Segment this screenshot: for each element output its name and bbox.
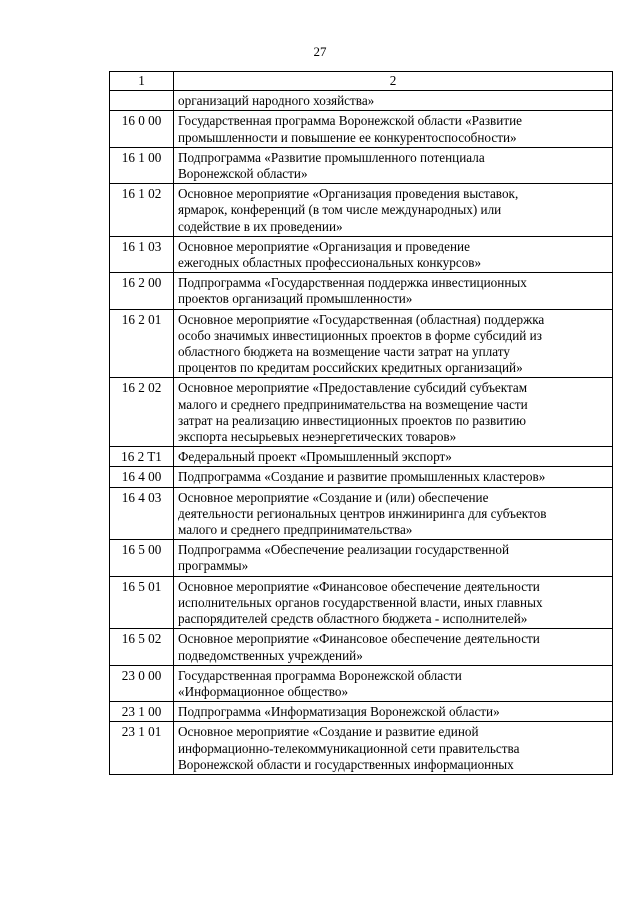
column-header-code: 1: [110, 72, 174, 91]
row-code: 16 4 03: [110, 487, 174, 540]
row-description: Основное мероприятие «Создание и (или) обеспечение деятельности региональных центров инжиниринга для субъектов малого и среднего предпринимательства»: [174, 487, 613, 540]
row-code: 16 1 00: [110, 147, 174, 183]
budget-classification-table: [109, 71, 613, 775]
row-code: 16 1 02: [110, 184, 174, 237]
table-header-row: [110, 72, 613, 91]
table-row: [110, 236, 613, 272]
row-code: 23 1 00: [110, 702, 174, 722]
row-description: Основное мероприятие «Государственная (областная) поддержка особо значимых инвестиционных проектов в форме субсидий из областного бюджета на возмещение части затрат на уплату процентов по кредитам российских кредитных организаций»: [174, 309, 613, 378]
row-description: Основное мероприятие «Организация проведения выставок, ярмарок, конференций (в том числе международных) или содействие в их проведении»: [174, 184, 613, 237]
page-number: 27: [313, 44, 327, 59]
table-row: [110, 447, 613, 467]
row-description: Подпрограмма «Государственная поддержка инвестиционных проектов организаций промышленности»: [174, 273, 613, 309]
row-code: 16 5 02: [110, 629, 174, 665]
table-row: [110, 576, 613, 629]
row-description: Подпрограмма «Создание и развитие промышленных кластеров»: [174, 467, 613, 487]
table-row: [110, 467, 613, 487]
row-description: Основное мероприятие «Организация и проведение ежегодных областных профессиональных конкурсов»: [174, 236, 613, 272]
row-description: Основное мероприятие «Финансовое обеспечение деятельности исполнительных органов государственной власти, иных главных распорядителей средств областного бюджета - исполнителей»: [174, 576, 613, 629]
table-row: [110, 629, 613, 665]
row-code: 23 0 00: [110, 665, 174, 701]
row-description: Основное мероприятие «Создание и развитие единой информационно-телекоммуникационной сети правительства Воронежской области и государственных информационных: [174, 722, 613, 775]
table-row: [110, 487, 613, 540]
row-code: 16 4 00: [110, 467, 174, 487]
row-description: Подпрограмма «Развитие промышленного потенциала Воронежской области»: [174, 147, 613, 183]
row-code: 16 0 00: [110, 111, 174, 147]
row-code: [110, 91, 174, 111]
row-code: 23 1 01: [110, 722, 174, 775]
table-row: [110, 722, 613, 775]
row-description: Основное мероприятие «Финансовое обеспечение деятельности подведомственных учреждений»: [174, 629, 613, 665]
table-row: [110, 702, 613, 722]
table-row: [110, 540, 613, 576]
row-code: 16 2 01: [110, 309, 174, 378]
row-code: 16 5 01: [110, 576, 174, 629]
table-row: [110, 665, 613, 701]
row-code: 16 5 00: [110, 540, 174, 576]
row-code: 16 2 T1: [110, 447, 174, 467]
row-description: Основное мероприятие «Предоставление субсидий субъектам малого и среднего предпринимательства на возмещение части затрат на реализацию инвестиционных проектов по развитию экспорта несырьевых неэнергетических товаров»: [174, 378, 613, 447]
table-row: [110, 184, 613, 237]
row-code: 16 2 02: [110, 378, 174, 447]
row-code: 16 1 03: [110, 236, 174, 272]
row-description: Государственная программа Воронежской области «Информационное общество»: [174, 665, 613, 701]
column-header-name: 2: [174, 72, 613, 91]
row-code: 16 2 00: [110, 273, 174, 309]
table-row: [110, 91, 613, 111]
table-row: [110, 147, 613, 183]
row-description: организаций народного хозяйства»: [174, 91, 613, 111]
table-row: [110, 309, 613, 378]
table-row: [110, 111, 613, 147]
row-description: Государственная программа Воронежской области «Развитие промышленности и повышение ее конкурентоспособности»: [174, 111, 613, 147]
table-row: [110, 378, 613, 447]
row-description: Федеральный проект «Промышленный экспорт»: [174, 447, 613, 467]
row-description: Подпрограмма «Обеспечение реализации государственной программы»: [174, 540, 613, 576]
row-description: Подпрограмма «Информатизация Воронежской области»: [174, 702, 613, 722]
table-row: [110, 273, 613, 309]
